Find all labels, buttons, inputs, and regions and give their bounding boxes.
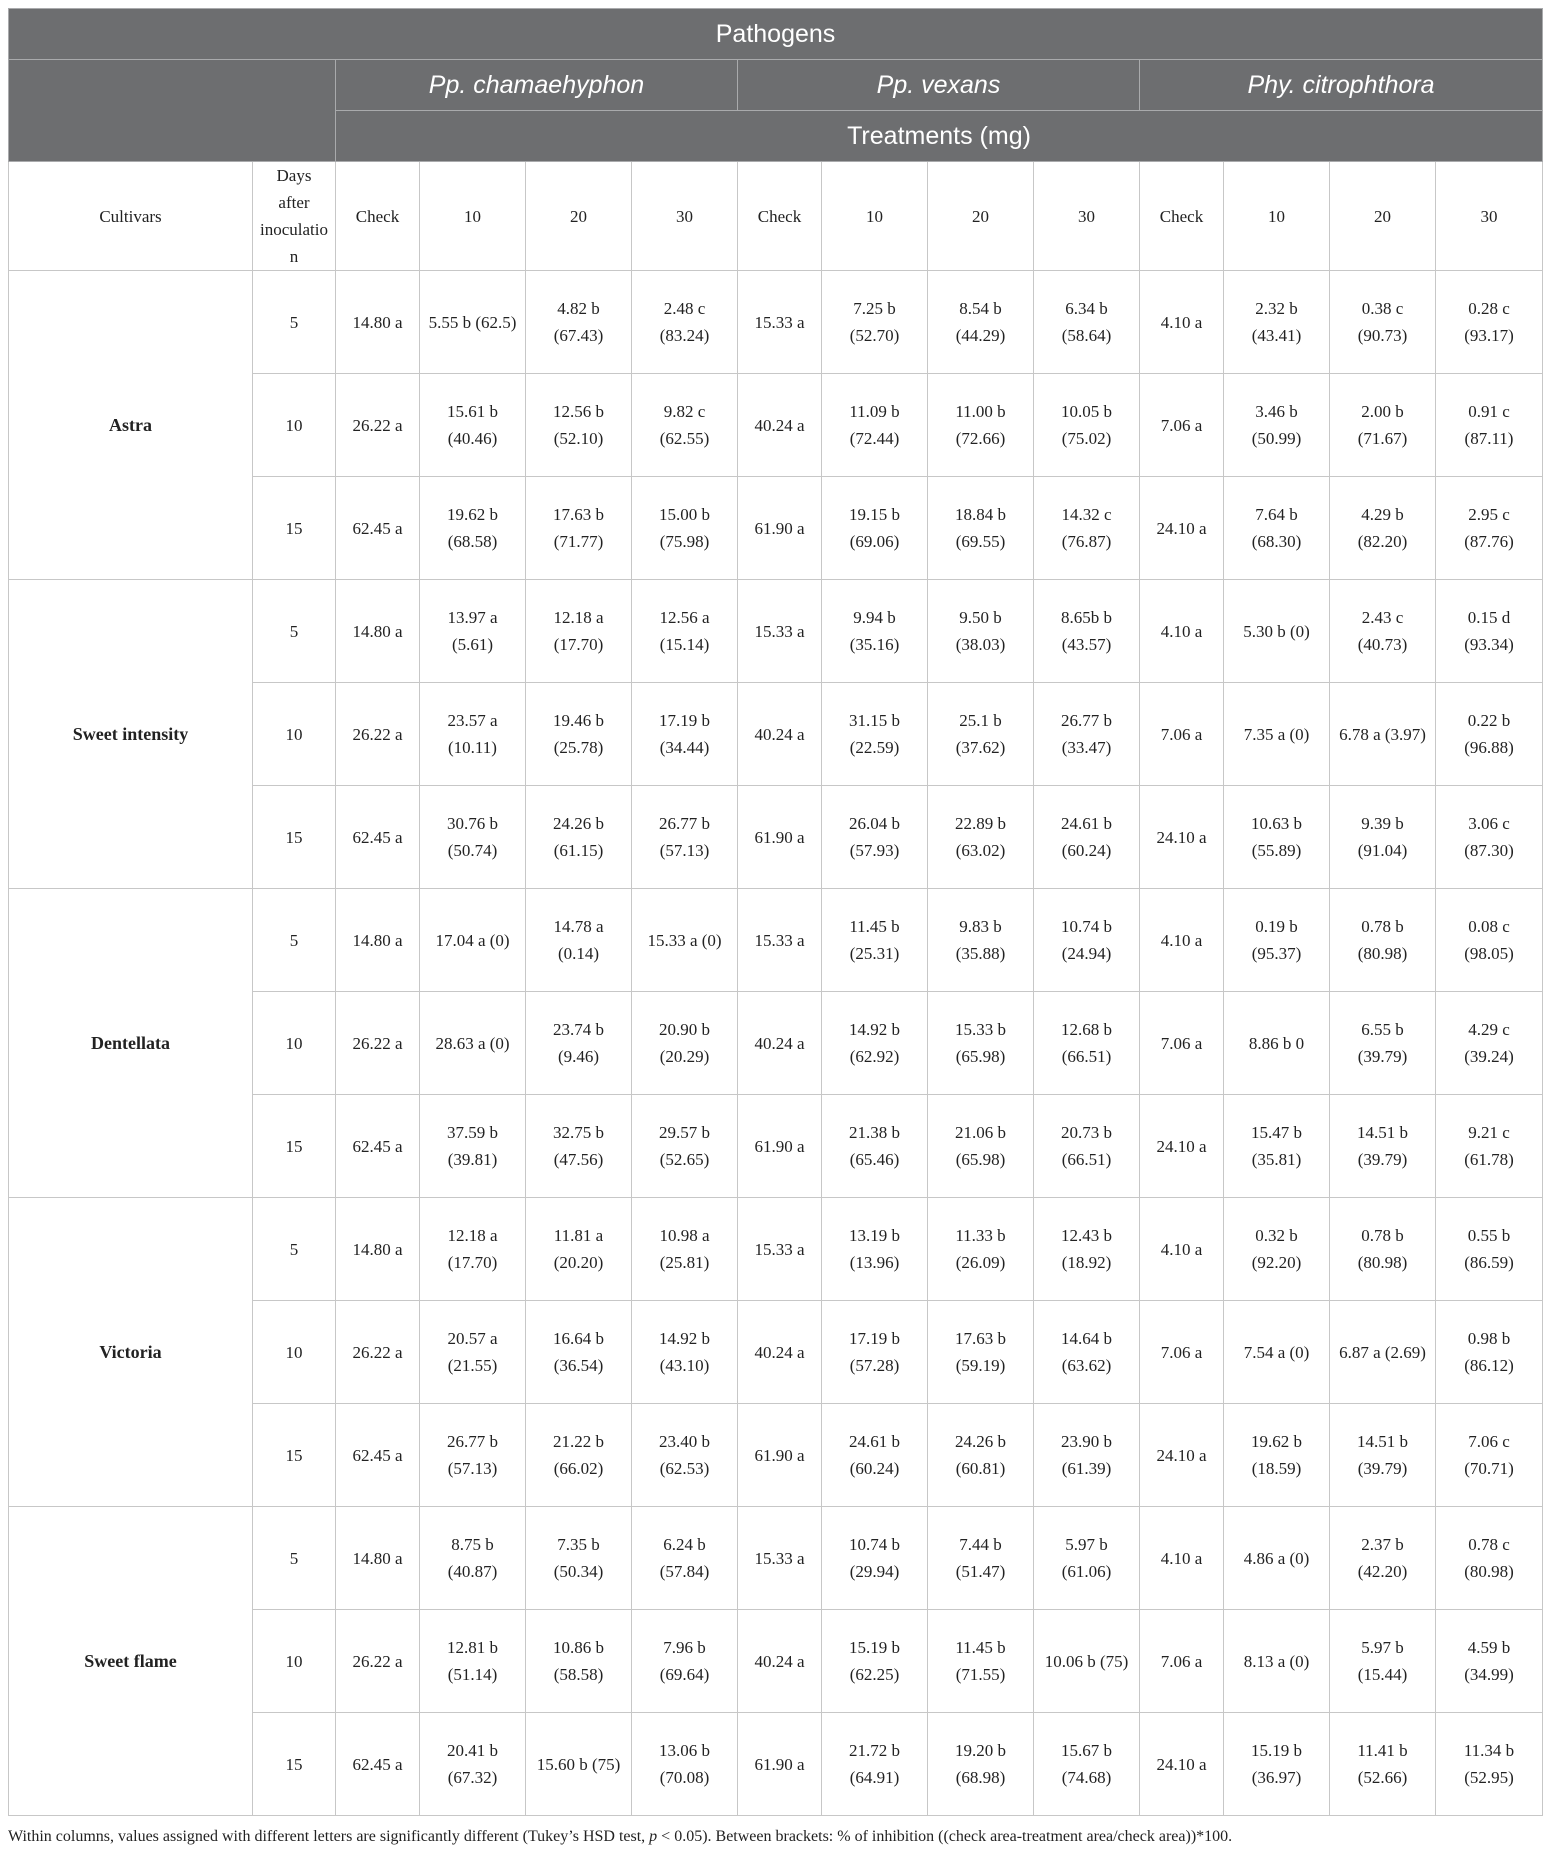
value-cell: 8.75 b (40.87) <box>420 1507 526 1610</box>
value-cell: 5.55 b (62.5) <box>420 271 526 374</box>
value-cell: 21.06 b (65.98) <box>928 1095 1034 1198</box>
value-cell: 12.18 a (17.70) <box>420 1198 526 1301</box>
value-cell: 24.10 a <box>1140 1713 1224 1816</box>
results-table <box>8 8 1543 1816</box>
value-cell: 12.43 b (18.92) <box>1034 1198 1140 1301</box>
value-cell: 9.82 c (62.55) <box>632 374 738 477</box>
value-cell: 23.90 b (61.39) <box>1034 1404 1140 1507</box>
value-cell: 26.22 a <box>336 683 420 786</box>
value-cell: 14.92 b (62.92) <box>822 992 928 1095</box>
value-cell: 62.45 a <box>336 786 420 889</box>
header-blank-cell <box>9 60 336 162</box>
dose-header-30: 30 <box>1034 162 1140 271</box>
value-cell: 24.61 b (60.24) <box>1034 786 1140 889</box>
value-cell: 8.65b b (43.57) <box>1034 580 1140 683</box>
value-cell: 10.63 b (55.89) <box>1224 786 1330 889</box>
value-cell: 62.45 a <box>336 477 420 580</box>
value-cell: 17.63 b (59.19) <box>928 1301 1034 1404</box>
value-cell: 26.22 a <box>336 374 420 477</box>
value-cell: 7.35 b (50.34) <box>526 1507 632 1610</box>
days-cell: 5 <box>253 889 336 992</box>
pathogens-header: Pathogens <box>9 9 1543 60</box>
value-cell: 40.24 a <box>738 374 822 477</box>
value-cell: 12.18 a (17.70) <box>526 580 632 683</box>
value-cell: 2.43 c (40.73) <box>1330 580 1436 683</box>
value-cell: 0.19 b (95.37) <box>1224 889 1330 992</box>
value-cell: 7.44 b (51.47) <box>928 1507 1034 1610</box>
value-cell: 40.24 a <box>738 683 822 786</box>
value-cell: 6.24 b (57.84) <box>632 1507 738 1610</box>
value-cell: 5.97 b (15.44) <box>1330 1610 1436 1713</box>
value-cell: 18.84 b (69.55) <box>928 477 1034 580</box>
days-cell: 10 <box>253 683 336 786</box>
value-cell: 61.90 a <box>738 1404 822 1507</box>
days-cell: 5 <box>253 1198 336 1301</box>
value-cell: 20.41 b (67.32) <box>420 1713 526 1816</box>
value-cell: 15.33 a <box>738 1507 822 1610</box>
dose-header-10: 10 <box>1224 162 1330 271</box>
value-cell: 4.29 b (82.20) <box>1330 477 1436 580</box>
value-cell: 12.68 b (66.51) <box>1034 992 1140 1095</box>
value-cell: 24.26 b (60.81) <box>928 1404 1034 1507</box>
value-cell: 11.81 a (20.20) <box>526 1198 632 1301</box>
value-cell: 13.19 b (13.96) <box>822 1198 928 1301</box>
value-cell: 0.78 c (80.98) <box>1436 1507 1543 1610</box>
value-cell: 0.08 c (98.05) <box>1436 889 1543 992</box>
value-cell: 8.86 b 0 <box>1224 992 1330 1095</box>
value-cell: 14.64 b (63.62) <box>1034 1301 1140 1404</box>
value-cell: 11.09 b (72.44) <box>822 374 928 477</box>
table-row <box>9 580 1543 683</box>
value-cell: 26.22 a <box>336 1610 420 1713</box>
value-cell: 15.67 b (74.68) <box>1034 1713 1140 1816</box>
value-cell: 10.86 b (58.58) <box>526 1610 632 1713</box>
value-cell: 14.92 b (43.10) <box>632 1301 738 1404</box>
dose-header-20: 20 <box>1330 162 1436 271</box>
value-cell: 15.00 b (75.98) <box>632 477 738 580</box>
table-row <box>9 271 1543 374</box>
value-cell: 17.19 b (34.44) <box>632 683 738 786</box>
value-cell: 4.10 a <box>1140 1198 1224 1301</box>
value-cell: 21.38 b (65.46) <box>822 1095 928 1198</box>
value-cell: 7.06 a <box>1140 374 1224 477</box>
value-cell: 14.80 a <box>336 580 420 683</box>
cultivar-cell: Sweet intensity <box>9 580 253 889</box>
pathogen-header-chamaehyphon: Pp. chamaehyphon <box>336 60 738 111</box>
value-cell: 9.39 b (91.04) <box>1330 786 1436 889</box>
value-cell: 15.19 b (62.25) <box>822 1610 928 1713</box>
value-cell: 11.00 b (72.66) <box>928 374 1034 477</box>
value-cell: 3.46 b (50.99) <box>1224 374 1330 477</box>
value-cell: 24.26 b (61.15) <box>526 786 632 889</box>
value-cell: 0.15 d (93.34) <box>1436 580 1543 683</box>
value-cell: 12.81 b (51.14) <box>420 1610 526 1713</box>
value-cell: 26.22 a <box>336 992 420 1095</box>
cultivar-cell: Victoria <box>9 1198 253 1507</box>
value-cell: 14.78 a (0.14) <box>526 889 632 992</box>
value-cell: 4.82 b (67.43) <box>526 271 632 374</box>
value-cell: 7.06 a <box>1140 683 1224 786</box>
value-cell: 19.15 b (69.06) <box>822 477 928 580</box>
value-cell: 0.32 b (92.20) <box>1224 1198 1330 1301</box>
value-cell: 7.25 b (52.70) <box>822 271 928 374</box>
value-cell: 12.56 a (15.14) <box>632 580 738 683</box>
value-cell: 19.20 b (68.98) <box>928 1713 1034 1816</box>
days-cell: 15 <box>253 1713 336 1816</box>
value-cell: 40.24 a <box>738 1610 822 1713</box>
cultivars-column-header: Cultivars <box>9 162 253 271</box>
value-cell: 26.77 b (57.13) <box>632 786 738 889</box>
value-cell: 30.76 b (50.74) <box>420 786 526 889</box>
value-cell: 61.90 a <box>738 1713 822 1816</box>
value-cell: 4.10 a <box>1140 580 1224 683</box>
value-cell: 0.22 b (96.88) <box>1436 683 1543 786</box>
value-cell: 13.97 a (5.61) <box>420 580 526 683</box>
value-cell: 0.38 c (90.73) <box>1330 271 1436 374</box>
value-cell: 4.59 b (34.99) <box>1436 1610 1543 1713</box>
dose-header-20: 20 <box>526 162 632 271</box>
value-cell: 4.10 a <box>1140 1507 1224 1610</box>
cultivar-cell: Sweet flame <box>9 1507 253 1816</box>
value-cell: 23.40 b (62.53) <box>632 1404 738 1507</box>
value-cell: 19.46 b (25.78) <box>526 683 632 786</box>
value-cell: 7.06 c (70.71) <box>1436 1404 1543 1507</box>
value-cell: 14.51 b (39.79) <box>1330 1404 1436 1507</box>
value-cell: 6.55 b (39.79) <box>1330 992 1436 1095</box>
value-cell: 40.24 a <box>738 1301 822 1404</box>
value-cell: 13.06 b (70.08) <box>632 1713 738 1816</box>
value-cell: 7.96 b (69.64) <box>632 1610 738 1713</box>
dose-header-10: 10 <box>420 162 526 271</box>
value-cell: 14.80 a <box>336 1198 420 1301</box>
footnote-text-start: Within columns, values assigned with different letters are significantly different (Tukey’s HSD test, <box>8 1828 650 1845</box>
value-cell: 14.80 a <box>336 889 420 992</box>
value-cell: 19.62 b (18.59) <box>1224 1404 1330 1507</box>
value-cell: 21.72 b (64.91) <box>822 1713 928 1816</box>
dose-header-check: Check <box>1140 162 1224 271</box>
value-cell: 4.29 c (39.24) <box>1436 992 1543 1095</box>
value-cell: 15.19 b (36.97) <box>1224 1713 1330 1816</box>
value-cell: 7.06 a <box>1140 992 1224 1095</box>
value-cell: 16.64 b (36.54) <box>526 1301 632 1404</box>
days-cell: 5 <box>253 580 336 683</box>
cultivar-cell: Dentellata <box>9 889 253 1198</box>
value-cell: 2.95 c (87.76) <box>1436 477 1543 580</box>
value-cell: 2.00 b (71.67) <box>1330 374 1436 477</box>
value-cell: 62.45 a <box>336 1095 420 1198</box>
days-cell: 5 <box>253 1507 336 1610</box>
value-cell: 62.45 a <box>336 1404 420 1507</box>
days-cell: 10 <box>253 374 336 477</box>
value-cell: 26.77 b (33.47) <box>1034 683 1140 786</box>
value-cell: 3.06 c (87.30) <box>1436 786 1543 889</box>
value-cell: 0.98 b (86.12) <box>1436 1301 1543 1404</box>
value-cell: 61.90 a <box>738 786 822 889</box>
treatments-header: Treatments (mg) <box>336 111 1543 162</box>
value-cell: 15.61 b (40.46) <box>420 374 526 477</box>
dose-header-check: Check <box>738 162 822 271</box>
value-cell: 28.63 a (0) <box>420 992 526 1095</box>
value-cell: 15.33 a <box>738 580 822 683</box>
value-cell: 7.35 a (0) <box>1224 683 1330 786</box>
value-cell: 24.10 a <box>1140 477 1224 580</box>
value-cell: 15.60 b (75) <box>526 1713 632 1816</box>
table-footnote <box>8 1826 1452 1848</box>
value-cell: 11.41 b (52.66) <box>1330 1713 1436 1816</box>
value-cell: 61.90 a <box>738 477 822 580</box>
table-row <box>9 889 1543 992</box>
value-cell: 0.91 c (87.11) <box>1436 374 1543 477</box>
days-cell: 15 <box>253 477 336 580</box>
value-cell: 25.1 b (37.62) <box>928 683 1034 786</box>
value-cell: 5.97 b (61.06) <box>1034 1507 1140 1610</box>
value-cell: 26.04 b (57.93) <box>822 786 928 889</box>
value-cell: 24.61 b (60.24) <box>822 1404 928 1507</box>
value-cell: 9.21 c (61.78) <box>1436 1095 1543 1198</box>
value-cell: 10.98 a (25.81) <box>632 1198 738 1301</box>
value-cell: 0.78 b (80.98) <box>1330 889 1436 992</box>
value-cell: 14.51 b (39.79) <box>1330 1095 1436 1198</box>
value-cell: 0.55 b (86.59) <box>1436 1198 1543 1301</box>
value-cell: 61.90 a <box>738 1095 822 1198</box>
value-cell: 23.57 a (10.11) <box>420 683 526 786</box>
value-cell: 7.06 a <box>1140 1610 1224 1713</box>
value-cell: 62.45 a <box>336 1713 420 1816</box>
column-header-row <box>9 162 1543 271</box>
days-cell: 5 <box>253 271 336 374</box>
value-cell: 10.74 b (29.94) <box>822 1507 928 1610</box>
value-cell: 15.47 b (35.81) <box>1224 1095 1330 1198</box>
value-cell: 14.80 a <box>336 271 420 374</box>
dose-header-30: 30 <box>632 162 738 271</box>
value-cell: 23.74 b (9.46) <box>526 992 632 1095</box>
value-cell: 4.10 a <box>1140 271 1224 374</box>
footnote-text-end: < 0.05). Between brackets: % of inhibition ((check area-treatment area/check area))*100. <box>657 1828 1233 1845</box>
value-cell: 19.62 b (68.58) <box>420 477 526 580</box>
value-cell: 22.89 b (63.02) <box>928 786 1034 889</box>
value-cell: 5.30 b (0) <box>1224 580 1330 683</box>
value-cell: 20.90 b (20.29) <box>632 992 738 1095</box>
value-cell: 24.10 a <box>1140 1095 1224 1198</box>
pathogen-header-vexans: Pp. vexans <box>738 60 1140 111</box>
value-cell: 11.45 b (25.31) <box>822 889 928 992</box>
days-cell: 15 <box>253 786 336 889</box>
dose-header-20: 20 <box>928 162 1034 271</box>
value-cell: 11.33 b (26.09) <box>928 1198 1034 1301</box>
value-cell: 15.33 b (65.98) <box>928 992 1034 1095</box>
value-cell: 9.50 b (38.03) <box>928 580 1034 683</box>
value-cell: 20.57 a (21.55) <box>420 1301 526 1404</box>
value-cell: 10.74 b (24.94) <box>1034 889 1140 992</box>
value-cell: 12.56 b (52.10) <box>526 374 632 477</box>
value-cell: 17.19 b (57.28) <box>822 1301 928 1404</box>
value-cell: 4.10 a <box>1140 889 1224 992</box>
value-cell: 9.94 b (35.16) <box>822 580 928 683</box>
value-cell: 4.86 a (0) <box>1224 1507 1330 1610</box>
dose-header-10: 10 <box>822 162 928 271</box>
value-cell: 20.73 b (66.51) <box>1034 1095 1140 1198</box>
footnote-p-symbol: p <box>649 1828 658 1845</box>
value-cell: 26.22 a <box>336 1301 420 1404</box>
days-cell: 15 <box>253 1095 336 1198</box>
value-cell: 14.32 c (76.87) <box>1034 477 1140 580</box>
value-cell: 2.37 b (42.20) <box>1330 1507 1436 1610</box>
days-cell: 10 <box>253 1610 336 1713</box>
table-figure <box>8 8 1515 1848</box>
value-cell: 11.34 b (52.95) <box>1436 1713 1543 1816</box>
value-cell: 32.75 b (47.56) <box>526 1095 632 1198</box>
value-cell: 10.05 b (75.02) <box>1034 374 1140 477</box>
value-cell: 2.32 b (43.41) <box>1224 271 1330 374</box>
table-row <box>9 1507 1543 1610</box>
dose-header-30: 30 <box>1436 162 1543 271</box>
value-cell: 15.33 a <box>738 1198 822 1301</box>
value-cell: 6.78 a (3.97) <box>1330 683 1436 786</box>
value-cell: 7.64 b (68.30) <box>1224 477 1330 580</box>
value-cell: 2.48 c (83.24) <box>632 271 738 374</box>
value-cell: 8.54 b (44.29) <box>928 271 1034 374</box>
table-body <box>9 162 1543 1816</box>
value-cell: 17.04 a (0) <box>420 889 526 992</box>
days-cell: 10 <box>253 992 336 1095</box>
value-cell: 0.28 c (93.17) <box>1436 271 1543 374</box>
value-cell: 15.33 a (0) <box>632 889 738 992</box>
table-row <box>9 1198 1543 1301</box>
value-cell: 37.59 b (39.81) <box>420 1095 526 1198</box>
value-cell: 7.06 a <box>1140 1301 1224 1404</box>
pathogen-header-citrophthora: Phy. citrophthora <box>1140 60 1543 111</box>
value-cell: 6.34 b (58.64) <box>1034 271 1140 374</box>
value-cell: 26.77 b (57.13) <box>420 1404 526 1507</box>
value-cell: 9.83 b (35.88) <box>928 889 1034 992</box>
value-cell: 7.54 a (0) <box>1224 1301 1330 1404</box>
value-cell: 31.15 b (22.59) <box>822 683 928 786</box>
days-cell: 15 <box>253 1404 336 1507</box>
value-cell: 11.45 b (71.55) <box>928 1610 1034 1713</box>
value-cell: 40.24 a <box>738 992 822 1095</box>
value-cell: 29.57 b (52.65) <box>632 1095 738 1198</box>
value-cell: 17.63 b (71.77) <box>526 477 632 580</box>
value-cell: 8.13 a (0) <box>1224 1610 1330 1713</box>
value-cell: 6.87 a (2.69) <box>1330 1301 1436 1404</box>
value-cell: 10.06 b (75) <box>1034 1610 1140 1713</box>
value-cell: 14.80 a <box>336 1507 420 1610</box>
value-cell: 0.78 b (80.98) <box>1330 1198 1436 1301</box>
value-cell: 15.33 a <box>738 271 822 374</box>
dose-header-check: Check <box>336 162 420 271</box>
value-cell: 24.10 a <box>1140 786 1224 889</box>
cultivar-cell: Astra <box>9 271 253 580</box>
value-cell: 15.33 a <box>738 889 822 992</box>
value-cell: 21.22 b (66.02) <box>526 1404 632 1507</box>
days-column-header: Days after inoculation <box>253 162 336 271</box>
value-cell: 24.10 a <box>1140 1404 1224 1507</box>
days-cell: 10 <box>253 1301 336 1404</box>
